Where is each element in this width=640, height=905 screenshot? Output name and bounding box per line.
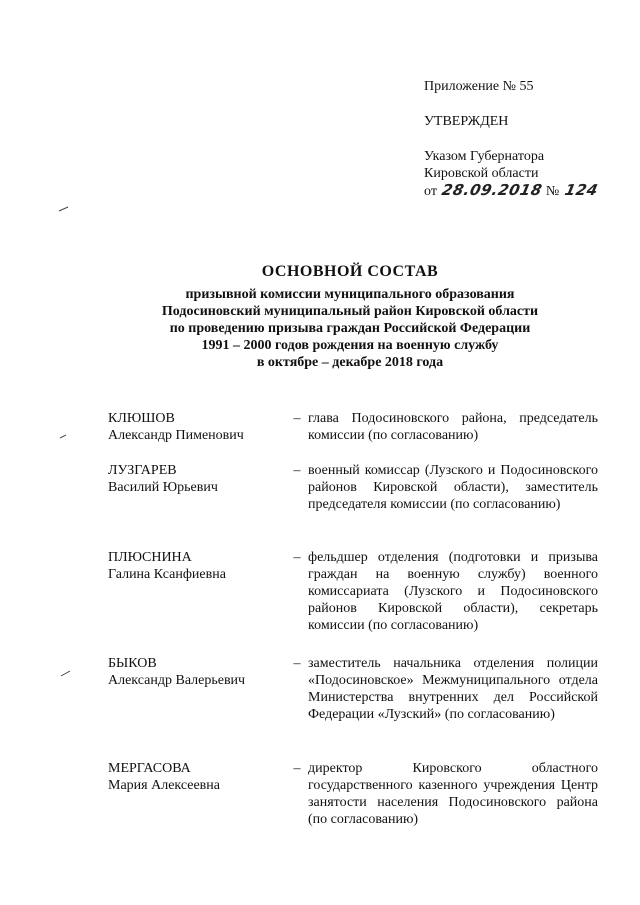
member-entry bbox=[108, 462, 598, 513]
member-dash: – bbox=[293, 761, 301, 776]
appendix-number: Приложение № 55 bbox=[424, 79, 534, 94]
scan-mark bbox=[60, 668, 72, 678]
member-surname: ПЛЮСНИНА bbox=[108, 550, 192, 565]
title-line-3: по проведению призыва граждан Российской Федерации bbox=[169, 321, 531, 336]
approval-block bbox=[424, 78, 624, 200]
decree-line-1: Указом Губернатора bbox=[424, 149, 545, 164]
member-entry bbox=[108, 549, 598, 634]
member-name bbox=[108, 462, 286, 513]
document-title bbox=[100, 262, 600, 371]
member-name bbox=[108, 549, 286, 634]
member-given-name: Василий Юрьевич bbox=[108, 480, 218, 495]
scan-mark bbox=[58, 432, 68, 440]
title-line-5: в октябре – декабре 2018 года bbox=[256, 355, 444, 370]
member-given-name: Александр Валерьевич bbox=[108, 673, 246, 688]
title-line-4: 1991 – 2000 годов рождения на военную службу bbox=[201, 338, 499, 353]
member-dash: – bbox=[293, 411, 301, 426]
from-prefix: от bbox=[424, 184, 437, 199]
member-dash: – bbox=[293, 550, 301, 565]
decree-line-2: Кировской области bbox=[424, 166, 539, 181]
title-line-1: призывной комиссии муниципального образования bbox=[185, 287, 515, 302]
title-line-2: Подосиновский муниципальный район Кировской области bbox=[161, 304, 539, 319]
member-role: военный комиссар (Лузского и Подосиновского районов Кировской области), заместитель председателя комиссии (по согласованию) bbox=[308, 463, 598, 512]
member-surname: МЕРГАСОВА bbox=[108, 761, 191, 776]
member-entry bbox=[108, 655, 598, 723]
member-role: заместитель начальника отделения полиции «Подосиновское» Межмуниципального отдела Министерства внутренних дел Российской Федерации «Лузский» (по согласованию) bbox=[308, 656, 598, 722]
handwritten-date: 28.09.2018 bbox=[440, 181, 545, 199]
member-role: фельдшер отделения (подготовки и призыва граждан на военную службу) военного комиссариата (Лузского и Подосиновского районов Кировской области), секретарь комиссии (по согласованию) bbox=[308, 550, 598, 633]
member-dash: – bbox=[293, 656, 301, 671]
decree-date-line bbox=[424, 182, 624, 200]
member-surname: ЛУЗГАРЕВ bbox=[108, 463, 177, 478]
member-entry bbox=[108, 410, 598, 444]
member-role: глава Подосиновского района, председатель комиссии (по согласованию) bbox=[308, 411, 598, 443]
member-dash: – bbox=[293, 463, 301, 478]
handwritten-number: 124 bbox=[562, 181, 600, 199]
scan-mark bbox=[58, 205, 70, 213]
member-given-name: Галина Ксанфиевна bbox=[108, 567, 226, 582]
member-name bbox=[108, 760, 286, 828]
member-surname: КЛЮШОВ bbox=[108, 411, 175, 426]
member-role: директор Кировского областного государственного казенного учреждения Центр занятости населения Подосиновского района (по согласованию) bbox=[308, 761, 598, 827]
member-entry bbox=[108, 760, 598, 828]
approved-label: УТВЕРЖДЕН bbox=[424, 114, 509, 129]
member-surname: БЫКОВ bbox=[108, 656, 157, 671]
number-sign: № bbox=[545, 184, 560, 199]
member-given-name: Александр Пименович bbox=[108, 428, 244, 443]
title-main: ОСНОВНОЙ СОСТАВ bbox=[261, 263, 439, 280]
member-given-name: Мария Алексеевна bbox=[108, 778, 220, 793]
member-name bbox=[108, 410, 286, 444]
member-name bbox=[108, 655, 286, 723]
